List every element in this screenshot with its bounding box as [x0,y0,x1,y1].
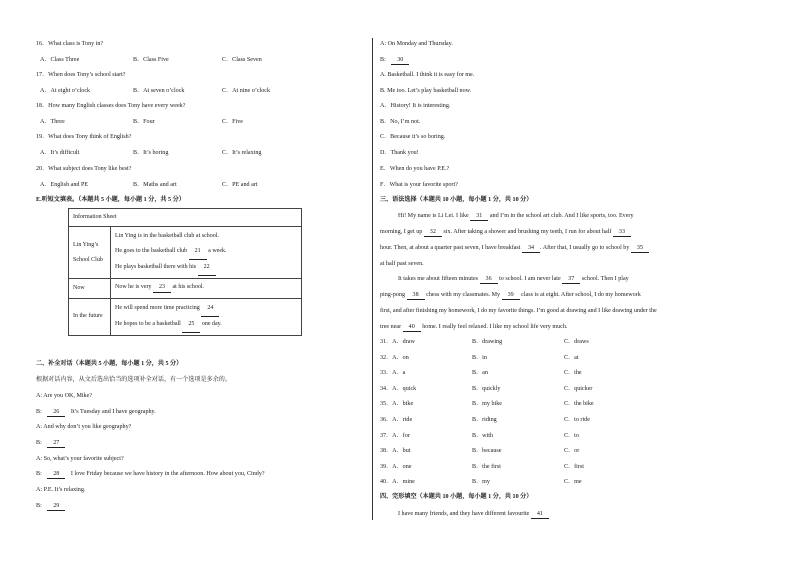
blank-38[interactable]: 38 [407,292,425,300]
choice-37-c: C．to [564,432,579,439]
q19-option-c: C．It’s relaxing [222,150,262,156]
club-label: Lin Ying’s School Club [69,227,111,279]
choice-31-a: 31．A．draw [380,339,415,345]
passage-line-6: ping-pong 38 chess with my classmates. My 39 class is at eight. After school, I do my homework [380,292,641,300]
blank-21[interactable]: 21 [189,244,207,260]
choice-32-b: B．in [472,354,487,361]
question-16: 16．What class is Tony in? [36,41,104,47]
dialogue-option-a: A．History! It is interesting. [380,103,451,109]
section-3-heading: 三、语法选择（本题共 10 小题，每小题 1 分，共 10 分） [380,197,533,203]
blank-25[interactable]: 25 [182,317,200,333]
blank-22[interactable]: 22 [198,260,216,276]
choice-34-c: C．quicker [564,385,593,392]
dialogue-line-2: B: 26 It’s Tuesday and I have geography. [36,409,156,417]
section-4-heading: 四、完形填空（本题共 10 小题，每小题 1 分，共 10 分） [380,494,533,500]
question-19: 19．What does Tony think of English? [36,134,132,140]
dialogue-line-9: A: On Monday and Thursday. [380,41,453,47]
choice-34-a: 34．A．quick [380,385,417,392]
dialogue-line-8: B: 29 [36,503,69,511]
choice-39-c: C．first [564,463,584,470]
passage-line-2: morning, I get up 32 six. After taking a shower and brushing my teeth, I run for about half 33 [380,229,631,237]
q19-option-a: A．It’s difficult [40,150,80,156]
q20-option-a: A．English and PE [40,182,89,188]
blank-34[interactable]: 34 [522,245,540,253]
passage-line-7: first, and after finishing my homework, I do my favorite things. I’m good at drawing and I like drawing under the [380,308,657,314]
choice-32-a: 32．A．on [380,354,409,361]
q20-option-b: B．Maths and art [133,182,177,188]
blank-39[interactable]: 39 [502,292,520,300]
blank-30[interactable]: 30 [391,57,409,65]
choice-35-c: C．the bike [564,401,594,408]
choice-34-b: B．quickly [472,385,501,392]
blank-31[interactable]: 31 [470,213,488,221]
dialogue-option-c: C．Because it’s so boring. [380,134,446,140]
blank-41[interactable]: 41 [531,511,549,519]
choice-39-b: B．the first [472,463,501,470]
q19-option-b: B．It’s boring [133,150,169,156]
information-sheet-table [68,208,302,336]
q17-option-c: C．At nine o’clock [222,88,271,94]
blank-23[interactable]: 23 [153,284,171,292]
dialogue-line-10: B: 30 [380,57,413,65]
passage-line-8: tree near 40 home. I really feel relaxed. I like my school life very much. [380,324,567,332]
q16-option-b: B．Class Five [133,57,169,63]
dialogue-line-6: B: 28 I love Friday because we have history in the afternoon. How about you, Cindy? [36,471,265,479]
q18-option-b: B．Four [133,119,155,125]
blank-27[interactable]: 27 [47,440,65,448]
blank-28[interactable]: 28 [47,471,65,479]
section-2-heading: 二、补全对话（本题共 5 小题，每小题 1 分，共 5 分） [36,361,183,367]
choice-38-b: B．because [472,448,502,455]
dialogue-line-7: A: P.E. It’s relaxing. [36,487,86,493]
now-label: Now [69,279,111,299]
question-17: 17．When does Tony’s school start? [36,72,126,78]
now-info: Now he is very 23 at his school. [111,279,302,299]
choice-40-a: 40．A．mine [380,479,415,486]
choice-37-b: B．with [472,432,493,439]
dialogue-line-5: A: So, what’s your favorite subject? [36,456,124,462]
q20-option-c: C．PE and art [222,182,258,188]
blank-29[interactable]: 29 [47,503,65,511]
blank-32[interactable]: 32 [424,229,442,237]
blank-36[interactable]: 36 [480,276,498,284]
choice-36-b: B．riding [472,417,497,423]
choice-38-a: 38．A．but [380,448,411,455]
choice-36-a: 36．A．ride [380,417,413,423]
passage-line-5: It takes me about fifteen minutes 36 to school. I am never late 37 school. Then I play [398,276,629,284]
dialogue-line-1: A: Are you OK, Mike? [36,393,93,399]
passage-line-1: Hi! My name is Li Lei. I like 31 and I’m in the school art club. And I like sports, too. Every [398,213,634,221]
section-2-instructions: 根据对话内容，从文后选出恰当的选项补全对话，有一个选项是多余的。 [36,377,231,383]
q17-option-a: A．At eight o’clock [40,88,91,94]
blank-35[interactable]: 35 [631,245,649,253]
passage-line-4: at half past seven. [380,261,424,267]
blank-40[interactable]: 40 [403,324,421,332]
dialogue-option-d: D．Thank you! [380,150,419,156]
table-header: Information Sheet [69,209,302,227]
choice-40-b: B．my [472,479,490,486]
choice-31-c: C．draws [564,339,589,345]
q16-option-a: A．Class Three [40,57,80,63]
blank-26[interactable]: 26 [47,409,65,417]
section-e-heading: E.听短文填表。（本题共 5 小题，每小题 1 分，共 5 分） [36,197,185,203]
choice-35-b: B．my bike [472,401,502,408]
column-divider [372,38,373,520]
dialogue-line-4: B: 27 [36,440,69,448]
choice-33-a: 33．A．a [380,370,406,377]
choice-36-c: C．to ride [564,417,590,423]
future-label: In the future [69,299,111,336]
q18-option-c: C．Five [222,119,243,125]
choice-31-b: B．drawing [472,339,503,345]
q18-option-a: A．Three [40,119,65,125]
choice-35-a: 35．A．bike [380,401,414,408]
blank-33[interactable]: 33 [613,229,631,237]
dialogue-option-e: E．When do you have P.E.? [380,166,450,172]
choice-39-a: 39．A．one [380,463,412,470]
question-20: 20．What subject does Tony like best? [36,166,132,172]
dialogue-option-b1: B. Me too. Let’s play basketball now. [380,88,472,94]
blank-37[interactable]: 37 [562,276,580,284]
question-18: 18．How many English classes does Tony have every week? [36,103,186,109]
dialogue-option-a1: A. Basketball. I think it is easy for me. [380,72,475,78]
passage-line-3: hour. Then, at about a quarter past seven, I have breakfast 34 . After that, I usually go to school by 35 [380,245,649,253]
dialogue-line-3: A: And why don’t you like geography? [36,424,132,430]
choice-32-c: C．at [564,354,579,361]
choice-40-c: C．me [564,479,582,486]
future-info: He will spend more time practicing 24 He hopes to be a basketball 25 one day. [111,299,302,336]
choice-37-a: 37．A．for [380,432,410,439]
dialogue-option-b: B．No, I’m not. [380,119,421,125]
q17-option-b: B．At seven o’clock [133,88,185,94]
blank-24[interactable]: 24 [201,301,219,317]
choice-33-c: C．the [564,370,582,377]
passage-4-line-1: I have many friends, and they have different favourite 41 [398,511,549,519]
choice-38-c: C．or [564,448,580,455]
club-info: Lin Ying is in the basketball club at school. He goes to the basketball club 21 a week. He plays basketball there with his 22 [111,227,302,279]
q16-option-c: C．Class Seven [222,57,262,63]
dialogue-option-f: F．What is your favorite sport? [380,182,458,188]
choice-33-b: B．an [472,370,488,377]
